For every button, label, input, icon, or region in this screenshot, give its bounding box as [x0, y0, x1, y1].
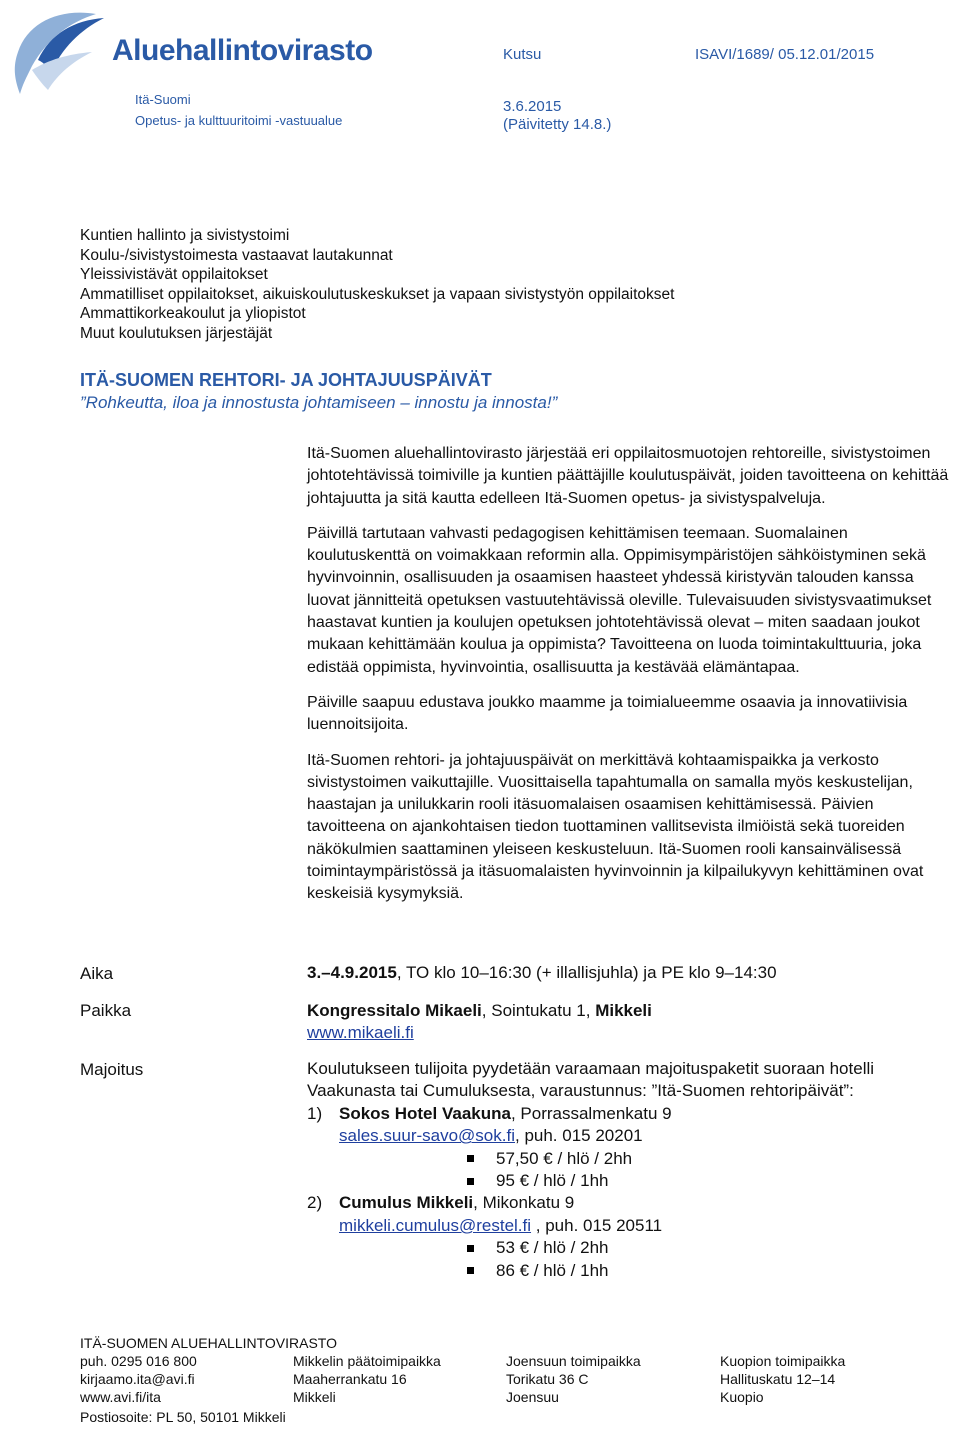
- paragraph: Päivillä tartutaan vahvasti pedagogisen kehittämisen teemaan. Suomalainen koulutuskenttä on voimakkaan reformin alla. Oppimisympäristöjen sähköistyminen sekä hyvinvoinnin, osallisuuden ja osaamisen haasteet yhdessä kiristyvän talouden kanssa luovat jännitteitä opetuksen vastuutehtävissä oleville. Tulevaisuuden sivistysvaatimukset haastavat kuntien ja koulujen opetuksen johtotehtävissä olevat – miten saadaan joukot mukaan kehittämään koulua ja oppimista? Tavoitteena on luoda toimintakulttuuria, joka edistää oppimista, hyvinvointia, osallisuutta ja kestävää elämäntapaa.: [307, 524, 932, 676]
- logo-emblem-icon: [8, 4, 108, 98]
- accommodation-info: [307, 1058, 874, 1282]
- hotel-email-link[interactable]: sales.suur-savo@sok.fi: [339, 1126, 515, 1146]
- place-value: [307, 1000, 652, 1045]
- footer-mikkeli: Mikkelin päätoimipaikka Maaherrankatu 16 Mikkeli: [293, 1353, 441, 1405]
- bullet-square-icon: [467, 1178, 474, 1185]
- accommodation-label: Majoitus: [80, 1060, 144, 1079]
- hotel-entry: [307, 1103, 874, 1125]
- footer-joensuu: Joensuun toimipaikka Torikatu 36 C Joensuu: [506, 1353, 641, 1405]
- page-title: ITÄ-SUOMEN REHTORI- JA JOHTAJUUSPÄIVÄT: [80, 370, 492, 390]
- page-subtitle: ”Rohkeutta, iloa ja innostusta johtamiseen – innostu ja innosta!”: [80, 393, 558, 412]
- recipient-item: Ammattikorkeakoulut ja yliopistot: [80, 305, 306, 322]
- hotel-number: 1): [307, 1103, 323, 1123]
- doc-date: 3.6.2015: [503, 98, 562, 115]
- paragraph: Päiville saapuu edustava joukko maamme ja toimialueemme osaavia ja innovatiivisia luennoitsijoita.: [307, 693, 908, 734]
- recipient-item: Koulu-/sivistystoimesta vastaavat lautakunnat: [80, 246, 393, 264]
- logo: [8, 4, 373, 98]
- footer-contact: puh. 0295 016 800 kirjaamo.ita@avi.fi www.avi.fi/ita: [80, 1353, 197, 1405]
- time-dates: 3.–4.9.2015: [307, 963, 397, 982]
- hotel-email-link[interactable]: mikkeli.cumulus@restel.fi: [339, 1215, 532, 1235]
- recipient-list: [80, 226, 674, 343]
- venue-name: Kongressitalo Mikaeli: [307, 1001, 482, 1020]
- hotel-entry: [307, 1192, 874, 1214]
- hotel-name: Sokos Hotel Vaakuna: [339, 1103, 511, 1123]
- footer-org: ITÄ-SUOMEN ALUEHALLINTOVIRASTO: [80, 1335, 337, 1351]
- footer-kuopio: Kuopion toimipaikka Hallituskatu 12–14 Kuopio: [720, 1353, 846, 1405]
- recipient-item: Muut koulutuksen järjestäjät: [80, 324, 273, 342]
- bullet-square-icon: [467, 1267, 474, 1274]
- time-hours: , TO klo 10–16:30 (+ illallisjuhla) ja PE klo 9–14:30: [396, 963, 777, 982]
- doc-reference: ISAVI/1689/ 05.12.01/2015: [695, 46, 875, 63]
- hotel-name: Cumulus Mikkeli: [339, 1193, 474, 1213]
- paragraph: Itä-Suomen aluehallintovirasto järjestää eri oppilaitosmuotojen rehtoreille, sivistystoimen johtotehtävissä toimiville ja kuntien päättäjille koulutuspäivät, joiden tavoitteena on kehittää johtajuutta ja sitä kautta edelleen Itä-Suomen opetus- ja sivistyspalveluja.: [307, 445, 949, 507]
- price-item: 53 € / hlö / 2hh: [307, 1237, 874, 1259]
- venue-city: Mikkeli: [595, 1001, 652, 1020]
- logo-wordmark: Aluehallintovirasto: [112, 34, 373, 67]
- doc-updated: (Päivitetty 14.8.): [503, 116, 612, 133]
- header-region: Itä-Suomi: [135, 92, 191, 107]
- recipient-item: Ammatilliset oppilaitokset, aikuiskoulutuskeskukset ja vapaan sivistystyön oppilaitokset: [80, 285, 675, 303]
- hotel-phone: , puh. 015 20201: [515, 1126, 643, 1146]
- price-item: 86 € / hlö / 1hh: [307, 1260, 874, 1282]
- hotel-number: 2): [307, 1193, 323, 1213]
- paragraph: Itä-Suomen rehtori- ja johtajuuspäivät on merkittävä kohtaamispaikka ja verkosto sivistystoimen vaikuttajille. Vuosittaisella tapahtumalla on samalla myös keskustelijan, haastajan ja unilukkarin rooli itäsuomalaisen osaamisen kehittämisessä. Päivien tavoitteena on ajankohtaisen tiedon tuottaminen vallitsevista ilmiöistä sekä tuoreiden näkökulmien saattaminen yleiseen keskusteluun. Itä-Suomen rooli kansainvälisessä toimintaympäristössä ja itäsuomalaisten hyvinvoinnin ja kilpailukyvyn kehittäminen ovat keskeisiä kysymyksiä.: [307, 751, 924, 903]
- venue-address: , Sointukatu 1,: [481, 1001, 596, 1020]
- time-label: Aika: [80, 964, 114, 983]
- accommodation-intro: Koulutukseen tulijoita pyydetään varaamaan majoituspaketit suoraan hotelli: [307, 1059, 875, 1078]
- header-unit: Opetus- ja kulttuuritoimi -vastuualue: [135, 113, 343, 128]
- price-item: 95 € / hlö / 1hh: [307, 1170, 874, 1192]
- recipient-item: Kuntien hallinto ja sivistystoimi: [80, 227, 290, 244]
- body-text: [307, 443, 955, 919]
- bullet-square-icon: [467, 1245, 474, 1252]
- recipient-item: Yleissivistävät oppilaitokset: [80, 266, 268, 283]
- price-item: 57,50 € / hlö / 2hh: [307, 1148, 874, 1170]
- time-value: [307, 962, 777, 984]
- accommodation-intro: Vaakunasta tai Cumuluksesta, varaustunnus: ”Itä-Suomen rehtoripäivät”:: [307, 1081, 854, 1101]
- bullet-square-icon: [467, 1155, 474, 1162]
- hotel-address: , Mikonkatu 9: [473, 1193, 575, 1213]
- footer-postal: Postiosoite: PL 50, 50101 Mikkeli: [80, 1409, 286, 1425]
- hotel-phone: , puh. 015 20511: [531, 1215, 663, 1235]
- venue-link[interactable]: www.mikaeli.fi: [307, 1023, 414, 1043]
- place-label: Paikka: [80, 1001, 132, 1020]
- footer: [80, 1334, 940, 1426]
- doc-type: Kutsu: [503, 46, 542, 63]
- hotel-address: , Porrassalmenkatu 9: [510, 1103, 672, 1123]
